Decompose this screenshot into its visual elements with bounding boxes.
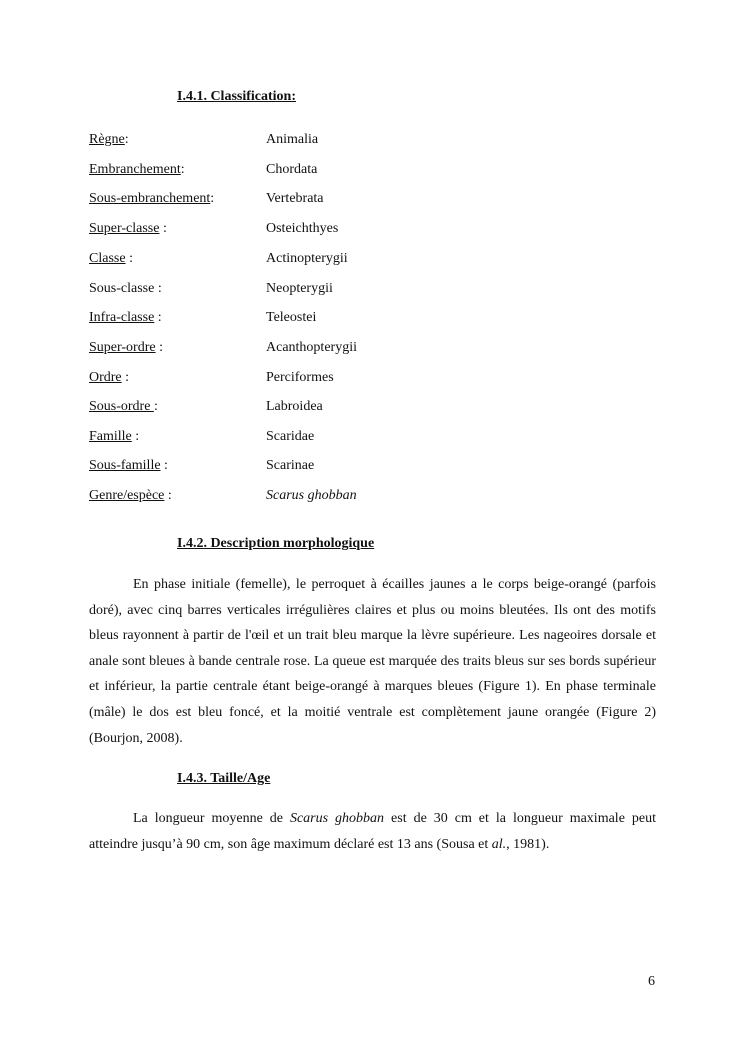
species-name: Scarus ghobban: [266, 488, 357, 503]
classification-row: [89, 279, 489, 299]
section-heading-classification: I.4.1. Classification:: [177, 89, 296, 104]
rank-label: Classe: [89, 251, 126, 266]
taxon-value: Teleostei: [266, 310, 317, 325]
rank-label: Sous-famille: [89, 458, 161, 473]
taxon-value: Animalia: [266, 132, 319, 147]
rank-label: Embranchement: [89, 162, 181, 177]
taxon-value: Actinopterygii: [266, 251, 348, 266]
rank-label: Ordre: [89, 370, 122, 385]
taxon-value: Chordata: [266, 162, 318, 177]
classification-row: Sous-famille : Scarinae: [89, 456, 489, 476]
classification-row: Super-ordre : Acanthopterygii: [89, 338, 489, 358]
taxon-value: Perciformes: [266, 370, 334, 385]
taxon-value: Labroidea: [266, 399, 323, 414]
taxon-value: Scaridae: [266, 429, 315, 444]
taxon-value: Vertebrata: [266, 191, 324, 206]
rank-label: Super-classe: [89, 221, 160, 236]
classification-row: Ordre : Perciformes: [89, 368, 489, 388]
page-number: 6: [648, 974, 655, 989]
classification-row: Genre/espèce : Scarus ghobban: [89, 486, 489, 506]
rank-label: Règne: [89, 132, 125, 147]
section-heading-size-age: I.4.3. Taille/Age: [177, 771, 271, 786]
rank-label: Sous-classe :: [89, 281, 162, 296]
classification-row: Famille : Scaridae: [89, 427, 489, 447]
classification-row: Infra-classe : Teleostei: [89, 308, 489, 328]
rank-label: Sous-embranchement: [89, 191, 211, 206]
classification-row: Super-classe : Osteichthyes: [89, 219, 489, 239]
size-age-paragraph: La longueur moyenne de Scarus ghobban est de 30 cm et la longueur maximale peut atteindre jusqu’à 90 cm, son âge maximum déclaré est 13 ans (Sousa et al., 1981).: [89, 811, 656, 852]
rank-label: Infra-classe: [89, 310, 155, 325]
rank-label: Sous-ordre: [89, 399, 154, 414]
morphology-paragraph: En phase initiale (femelle), le perroquet à écailles jaunes a le corps beige-orangé (parfois doré), avec cinq barres verticales irrégulières claires et plus ou moins bleutées. Ils ont des motifs bleus rayonnent à partir de l'œil et un trait bleu marque la lèvre supérieure. Les nageoires dorsale et anale sont bleues à bande centrale rose. La queue est marquée des traits bleus sur ses bords supérieur et inférieur, la partie centrale étant beige-orangé à marques bleues (Figure 1). En phase terminale (mâle) le dos est bleu foncé, et la moitié ventrale est complètement jaune orangée (Figure 2) (Bourjon, 2008).: [89, 577, 656, 746]
classification-row: Classe : Actinopterygii: [89, 249, 489, 269]
classification-row: Sous-ordre : Labroidea: [89, 397, 489, 417]
taxon-value: Neopterygii: [266, 281, 333, 296]
species-name-inline: Scarus ghobban: [289, 811, 385, 826]
section-heading-morphology: I.4.2. Description morphologique: [177, 536, 375, 551]
classification-row: Sous-embranchement: Vertebrata: [89, 189, 489, 209]
rank-label: Famille: [89, 429, 132, 444]
taxon-value: Scarinae: [266, 458, 315, 473]
rank-label: Genre/espèce: [89, 488, 165, 503]
taxon-value: Acanthopterygii: [266, 340, 357, 355]
rank-label: Super-ordre: [89, 340, 156, 355]
classification-row: Embranchement: Chordata: [89, 160, 489, 180]
et-al-italic: al.: [491, 836, 507, 852]
taxon-value: Osteichthyes: [266, 221, 339, 236]
classification-row: Règne: Animalia: [89, 130, 489, 150]
